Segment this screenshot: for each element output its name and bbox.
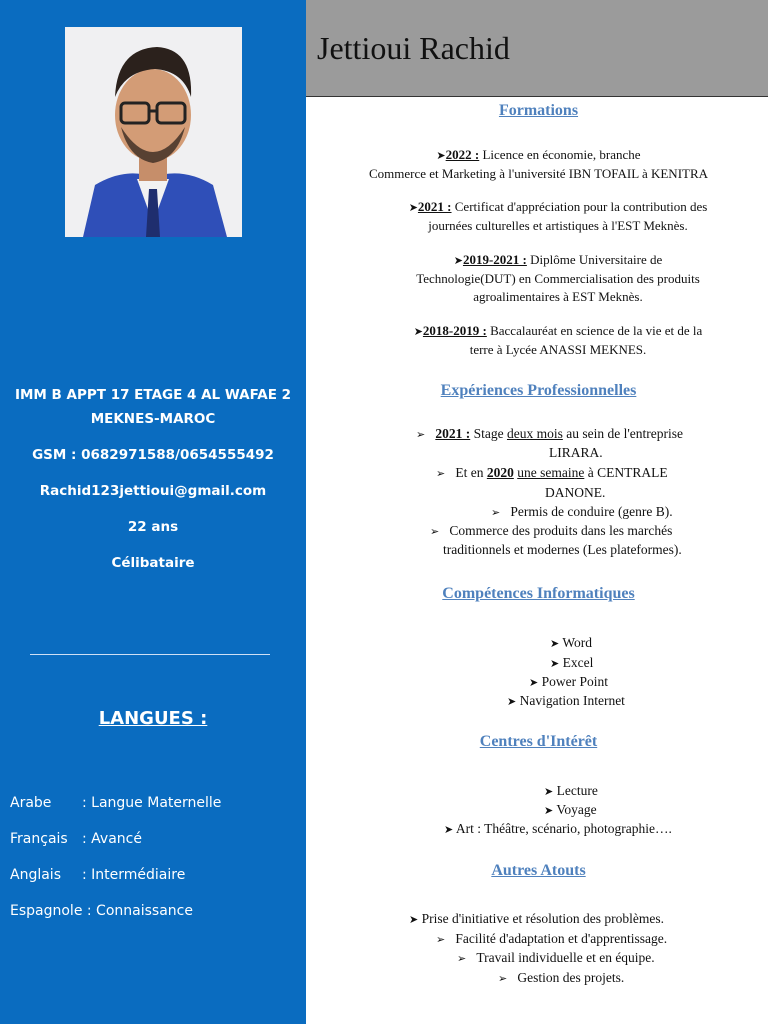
experience-item: ➢ 2021 : Stage deux mois au sein de l'entreprise — [416, 426, 683, 441]
age: 22 ans — [127, 519, 179, 535]
arrow-icon: ➤ — [453, 255, 463, 267]
formation-year: 2022 : — [445, 147, 480, 162]
experience-item-cont: LIRARA. — [549, 445, 603, 460]
profile-photo — [65, 27, 242, 237]
email-address: Rachid123jettioui@gmail.com — [39, 483, 267, 499]
experience-item: ➢ Et en 2020 une semaine à CENTRALE — [436, 465, 668, 480]
arrow-icon: ➢ — [436, 934, 446, 946]
arrow-icon: ➤ — [444, 824, 454, 836]
section-title-atouts: Autres Atouts — [491, 862, 586, 879]
arrow-icon: ➤ — [408, 202, 418, 214]
language-level: : Avancé — [82, 831, 142, 847]
language-row — [10, 867, 185, 883]
language-level: : Langue Maternelle — [82, 795, 222, 811]
phone-number: GSM : 0682971588/0654555492 — [32, 447, 274, 463]
asset-item: ➤ Prise d'initiative et résolution des problèmes. — [409, 911, 664, 926]
formation-item: ➤2019-2021 : Diplôme Universitaire de Technologie(DUT) en Commercialisation des produits agroalimentaires à EST Meknès. — [416, 252, 700, 304]
skill-item: ➤ Power Point — [529, 674, 608, 689]
skill-item: ➤ Excel — [550, 655, 594, 670]
interest-item: ➤ Art : Théâtre, scénario, photographie…. — [444, 821, 672, 836]
formation-year: 2019-2021 : — [462, 252, 527, 267]
formation-item: ➤2018-2019 : Baccalauréat en science de la vie et de la terre à Lycée ANASSI MEKNES. — [413, 323, 703, 357]
formation-item: ➤2022 : Licence en économie, branche Commerce et Marketing à l'université IBN TOFAIL à KENITRA — [368, 147, 709, 181]
candidate-name: Jettioui Rachid — [317, 30, 510, 66]
language-row — [10, 903, 193, 919]
arrow-icon: ➤ — [436, 150, 446, 162]
languages-title: LANGUES : — [98, 708, 208, 729]
interest-item: ➤ Lecture — [544, 783, 598, 798]
divider — [30, 654, 270, 655]
skill-item: ➤ Navigation Internet — [507, 693, 625, 708]
arrow-icon: ➢ — [436, 468, 446, 480]
address-line-2: MEKNES-MAROC — [90, 411, 216, 427]
language-name: Espagnole — [10, 903, 83, 919]
skill-item: ➤ Word — [550, 635, 593, 650]
language-level: : Connaissance — [86, 903, 193, 919]
name-header — [306, 0, 768, 97]
section-title-interests: Centres d'Intérêt — [479, 733, 598, 750]
arrow-icon: ➤ — [507, 696, 517, 708]
arrow-icon: ➤ — [550, 658, 560, 670]
section-title-competences: Compétences Informatiques — [442, 585, 635, 602]
arrow-icon: ➢ — [430, 526, 440, 538]
arrow-icon: ➢ — [416, 429, 426, 441]
experience-item-cont: traditionnels et modernes (Les plateformes). — [443, 542, 682, 557]
formation-year: 2021 : — [417, 199, 452, 214]
arrow-icon: ➤ — [529, 677, 539, 689]
arrow-icon: ➤ — [544, 805, 554, 817]
section-title-formations: Formations — [498, 102, 579, 119]
language-name: Français — [10, 831, 68, 847]
asset-item: ➢ Facilité d'adaptation et d'apprentissage. — [436, 931, 668, 946]
language-name: Arabe — [10, 795, 52, 811]
experience-item-cont: DANONE. — [545, 485, 606, 500]
formation-year: 2018-2019 : — [422, 323, 487, 338]
arrow-icon: ➤ — [550, 638, 560, 650]
experience-item: ➢ Commerce des produits dans les marchés — [430, 523, 673, 538]
address-line-1: IMM B APPT 17 ETAGE 4 AL WAFAE 2 — [14, 387, 292, 403]
arrow-icon: ➤ — [413, 326, 423, 338]
arrow-icon: ➤ — [409, 914, 419, 926]
interest-item: ➤ Voyage — [544, 802, 597, 817]
marital-status: Célibataire — [111, 555, 195, 571]
arrow-icon: ➢ — [498, 973, 508, 985]
language-row — [10, 795, 221, 811]
arrow-icon: ➤ — [544, 786, 554, 798]
asset-item: ➢ Travail individuelle et en équipe. — [457, 950, 655, 965]
section-title-experiences: Expériences Professionnelles — [440, 382, 637, 399]
arrow-icon: ➢ — [457, 953, 467, 965]
arrow-icon: ➢ — [491, 507, 501, 519]
language-name: Anglais — [10, 867, 61, 883]
asset-item: ➢ Gestion des projets. — [498, 970, 625, 985]
sidebar — [0, 0, 306, 1024]
language-row — [10, 831, 142, 847]
language-level: : Intermédiaire — [82, 867, 186, 883]
formation-item: ➤2021 : Certificat d'appréciation pour la contribution des journées culturelles et artistiques à l'EST Meknès. — [408, 199, 708, 233]
experience-item: ➢ Permis de conduire (genre B). — [491, 504, 673, 519]
